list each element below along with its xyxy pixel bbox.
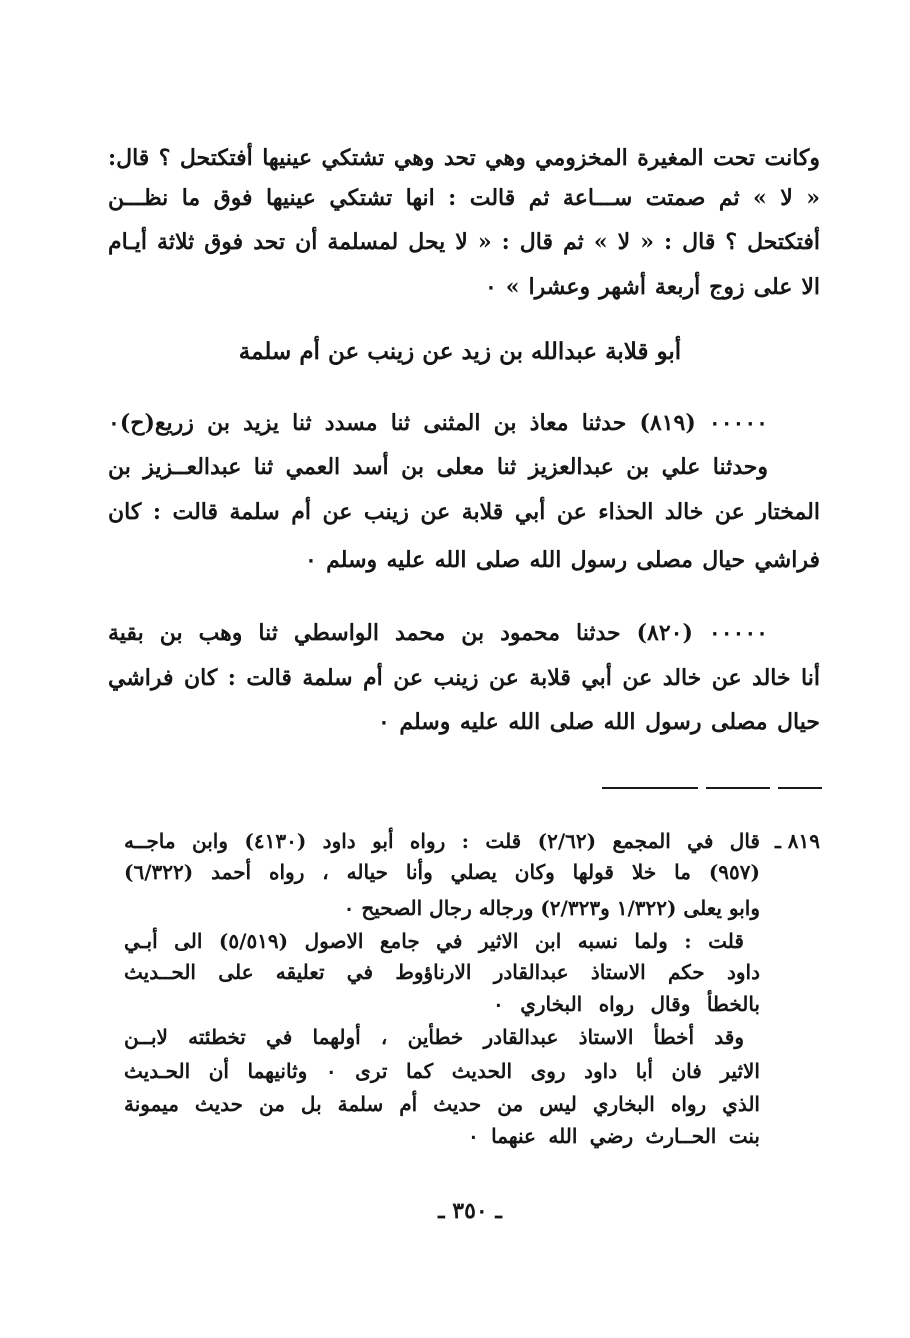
footnote-number: ٨١٩ ـ: [774, 829, 820, 853]
footnote-line-1: قال في المجمع (٢/٦٢) قلت : رواه أبو داود (٤١٣٠) وابن ماجــه: [124, 829, 760, 853]
footnote-separator-rule: [602, 787, 698, 789]
paragraph1-line-2: « لا » ثم صمتت ســـاعة ثم قالت : انها تشتكي عينيها فوق ما نظـــن: [108, 185, 820, 211]
page-number: ـ ٣٥٠ ـ: [438, 1198, 502, 1224]
footnote-line-7: وقد أخطأ الاستاذ عبدالقادر خطأين ، أولهما في تخطئته لابــن: [124, 1025, 744, 1049]
paragraph1-line-1: وكانت تحت المغيرة المخزومي وهي تحد وهي تشتكي عينيها أفتكتحل ؟ قال:: [108, 145, 820, 171]
hadith-820-line-3: حيال مصلى رسول الله صلى الله عليه وسلم ٠: [378, 709, 820, 735]
hadith-820-line-1: ٠٠٠٠٠ (٨٢٠) حدثنا محمود بن محمد الواسطي ثنا وهب بن بقية: [108, 620, 768, 646]
footnote-line-9: الذي رواه البخاري ليس من حديث أم سلمة بل من حديث ميمونة: [124, 1092, 760, 1116]
hadith-819-line-4: فراشي حيال مصلى رسول الله صلى الله عليه وسلم ٠: [305, 547, 820, 573]
footnote-line-2: (٩٥٧) ما خلا قولها وكان يصلي وأنا حياله ، رواه أحمد (٦/٣٢٢): [124, 860, 760, 884]
paragraph1-line-4: الا على زوج أربعة أشهر وعشرا » ٠: [485, 274, 820, 300]
hadith-820-line-2: أنا خالد عن خالد عن أبي قلابة عن زينب عن أم سلمة قالت : كان فراشي: [108, 665, 820, 691]
hadith-819-line-2: وحدثنا علي بن عبدالعزيز ثنا معلى بن أسد العمي ثنا عبدالعــزيز بن: [108, 454, 768, 480]
hadith-819-line-3: المختار عن خالد الحذاء عن أبي قلابة عن زينب عن أم سلمة قالت : كان: [108, 499, 820, 525]
footnote-line-8: الاثير فان أبا داود روى الحديث كما ترى ٠ وثانيهما أن الحـديث: [124, 1059, 760, 1083]
footnote-line-10: بنت الحــارث رضي الله عنهما ٠: [468, 1124, 760, 1148]
footnote-line-5: داود حكم الاستاذ عبدالقادر الارناؤوط في تعليقه على الحــديث: [124, 960, 760, 984]
hadith-819-line-1: ٠٠٠٠٠ (٨١٩) حدثنا معاذ بن المثنى ثنا مسدد ثنا يزيد بن زريع(ح)٠: [108, 410, 768, 436]
footnote-separator-rule: [706, 787, 770, 789]
footnote-line-4: قلت : ولما نسبه ابن الاثير في جامع الاصول (٥/٥١٩) الى أبـي: [124, 929, 744, 953]
footnote-line-6: بالخطأ وقال رواه البخاري ٠: [493, 992, 760, 1016]
footnote-line-3: وابو يعلى (١/٣٢٢ و٢/٣٢٣) ورجاله رجال الصحيح ٠: [343, 896, 760, 920]
paragraph1-line-3: أفتكتحل ؟ قال : « لا » ثم قال : « لا يحل لمسلمة أن تحد فوق ثلاثة أيـام: [108, 229, 820, 255]
footnote-separator-rule: [778, 787, 822, 789]
section-heading: أبو قلابة عبدالله بن زيد عن زينب عن أم سلمة: [238, 338, 682, 365]
